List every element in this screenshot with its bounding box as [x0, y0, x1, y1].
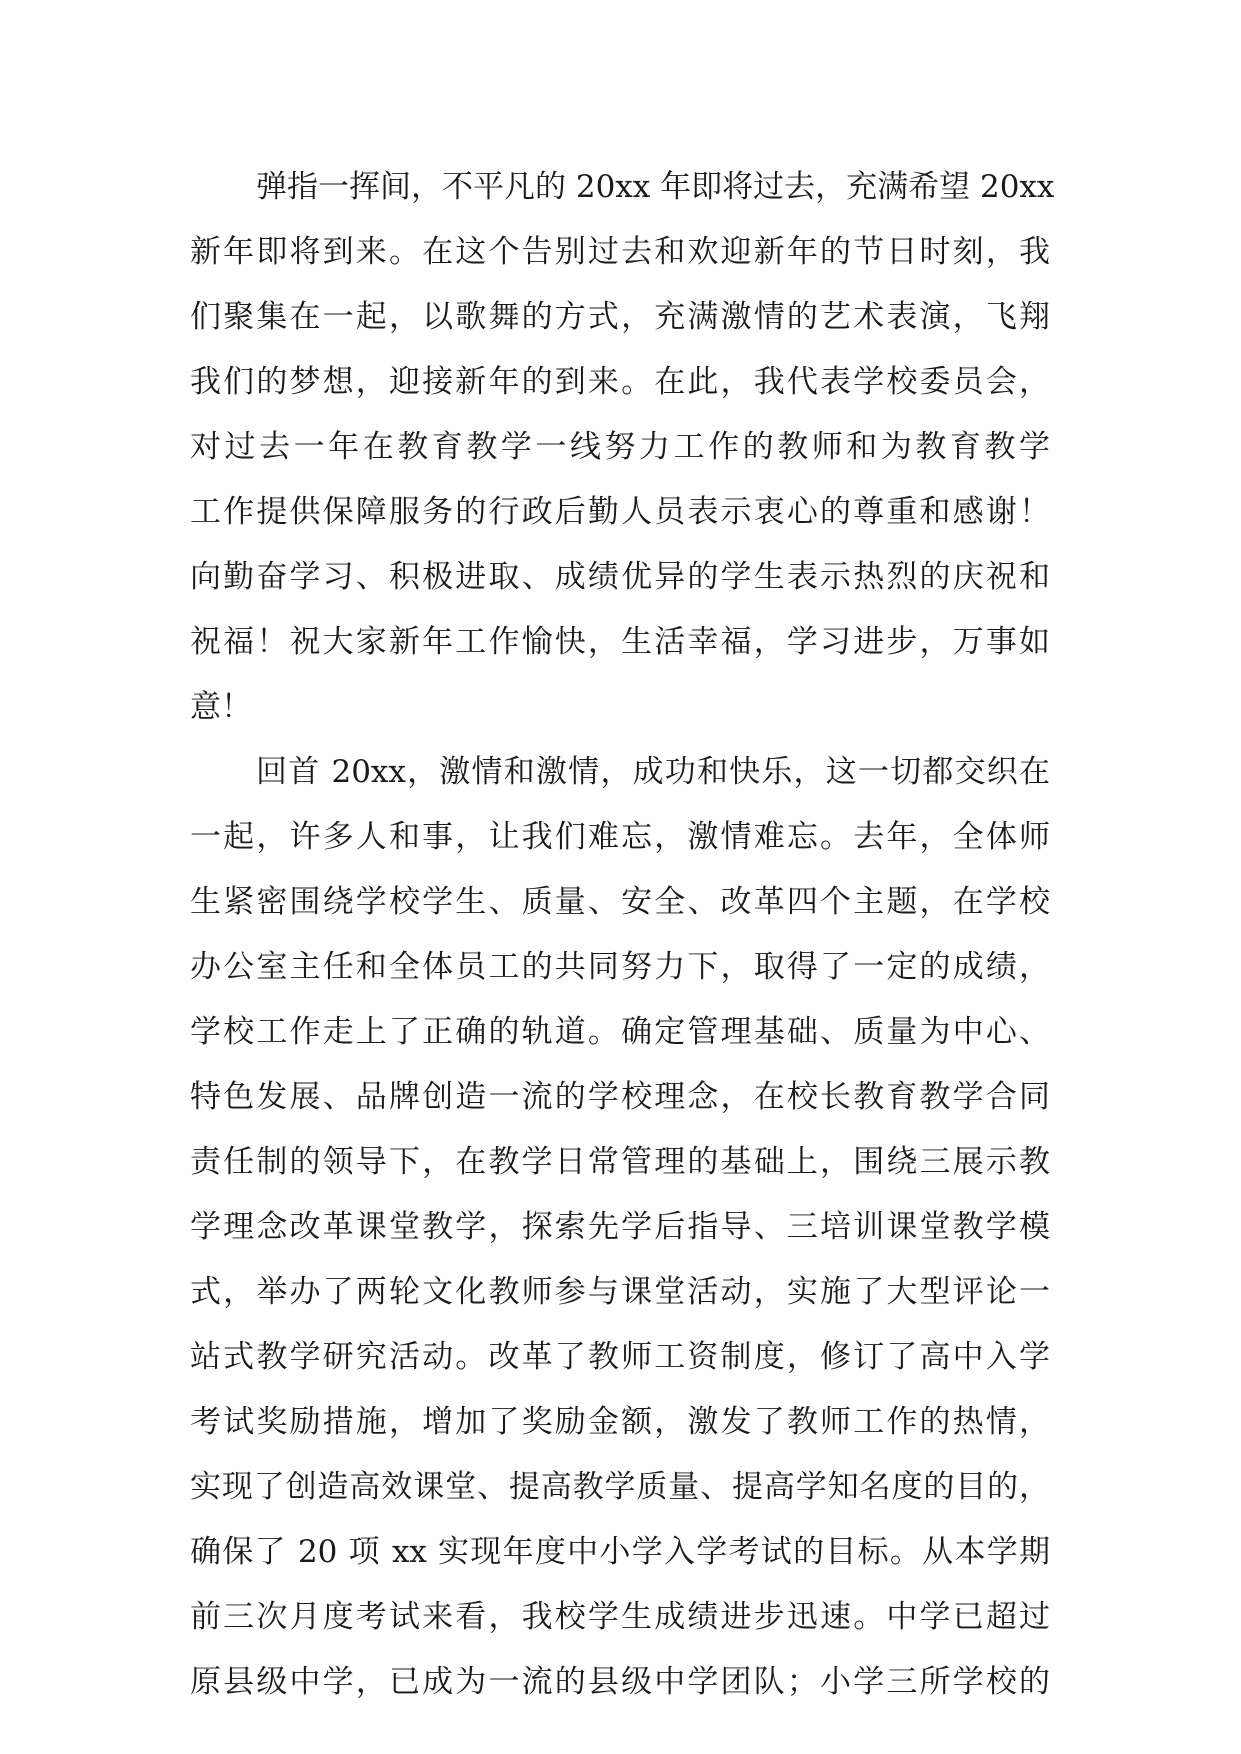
text-line: 实现了创造高效课堂、提高教学质量、提高学知名度的目的， — [190, 1469, 1050, 1505]
text-line: 弹指一挥间，不平凡的 20xx 年即将过去，充满希望 20xx — [256, 169, 1055, 205]
text-line: 祝福！祝大家新年工作愉快，生活幸福，学习进步，万事如 — [190, 624, 1050, 660]
text-line: 新年即将到来。在这个告别过去和欢迎新年的节日时刻，我 — [190, 234, 1050, 270]
text-line: 一起，许多人和事，让我们难忘，激情难忘。去年，全体师 — [190, 819, 1050, 855]
text-line: 前三次月度考试来看，我校学生成绩进步迅速。中学已超过 — [190, 1599, 1050, 1635]
text-line: 生紧密围绕学校学生、质量、安全、改革四个主题，在学校 — [190, 884, 1050, 920]
text-line: 确保了 20 项 xx 实现年度中小学入学考试的目标。从本学期 — [190, 1534, 1050, 1570]
text-line: 式，举办了两轮文化教师参与课堂活动，实施了大型评论一 — [190, 1274, 1050, 1310]
text-line: 们聚集在一起，以歌舞的方式，充满激情的艺术表演，飞翔 — [190, 299, 1050, 335]
text-line: 学校工作走上了正确的轨道。确定管理基础、质量为中心、 — [190, 1014, 1050, 1050]
text-line: 原县级中学，已成为一流的县级中学团队；小学三所学校的 — [190, 1664, 1050, 1700]
text-line: 我们的梦想，迎接新年的到来。在此，我代表学校委员会， — [190, 364, 1050, 400]
paragraph — [190, 155, 1055, 740]
text-line: 特色发展、品牌创造一流的学校理念，在校长教育教学合同 — [190, 1079, 1050, 1115]
text-line: 回首 20xx，激情和激情，成功和快乐，这一切都交织在 — [256, 754, 1050, 790]
text-line: 办公室主任和全体员工的共同努力下，取得了一定的成绩， — [190, 949, 1050, 985]
text-line: 站式教学研究活动。改革了教师工资制度，修订了高中入学 — [190, 1339, 1050, 1375]
document-body — [190, 155, 1055, 1715]
text-line: 向勤奋学习、积极进取、成绩优异的学生表示热烈的庆祝和 — [190, 559, 1050, 595]
paragraph — [190, 740, 1050, 1715]
text-line: 意！ — [190, 689, 252, 725]
text-line: 责任制的领导下，在教学日常管理的基础上，围绕三展示教 — [190, 1144, 1050, 1180]
text-line: 对过去一年在教育教学一线努力工作的教师和为教育教学 — [190, 429, 1050, 465]
text-line: 考试奖励措施，增加了奖励金额，激发了教师工作的热情， — [190, 1404, 1050, 1440]
text-line: 工作提供保障服务的行政后勤人员表示衷心的尊重和感谢！ — [190, 494, 1050, 530]
text-line: 学理念改革课堂教学，探索先学后指导、三培训课堂教学模 — [190, 1209, 1050, 1245]
